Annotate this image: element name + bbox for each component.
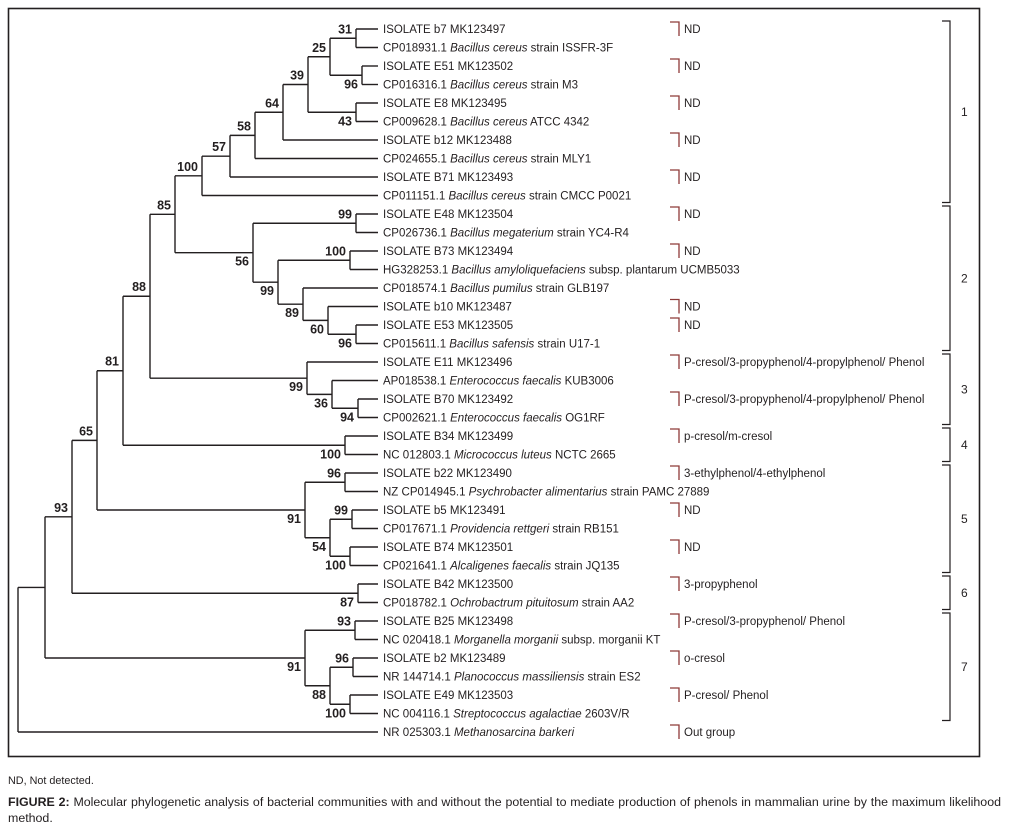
bootstrap-value: 89	[285, 306, 299, 321]
bootstrap-value: 100	[325, 558, 346, 573]
annotation-label: P-cresol/ Phenol	[684, 690, 769, 702]
group-bracket	[942, 613, 950, 721]
annotation-bracket-icon	[670, 244, 679, 258]
annotation-label: o-cresol	[684, 653, 725, 665]
leaf-label: CP009628.1 Bacillus cereus ATCC 4342	[383, 116, 590, 129]
annotation-bracket-icon	[670, 355, 679, 369]
group-bracket	[942, 576, 950, 610]
bootstrap-value: 100	[177, 159, 198, 174]
leaf-label: ISOLATE B71 MK123493	[383, 172, 514, 184]
annotation-label: ND	[684, 135, 701, 147]
annotation-label: ND	[684, 505, 701, 517]
annotation-bracket-icon	[670, 96, 679, 110]
bootstrap-value: 57	[212, 140, 226, 155]
leaf-label: ISOLATE E51 MK123502	[383, 61, 514, 73]
bootstrap-value: 100	[325, 244, 346, 259]
bootstrap-value: 88	[132, 280, 146, 295]
group-number: 6	[961, 585, 968, 600]
group-number: 4	[961, 437, 968, 452]
annotation-bracket-icon	[670, 392, 679, 406]
bootstrap-value: 31	[338, 22, 352, 37]
leaf-label: CP015611.1 Bacillus safensis strain U17-1	[383, 338, 601, 351]
annotation-bracket-icon	[670, 577, 679, 591]
annotation-label: 3-propyphenol	[684, 579, 758, 591]
group-bracket	[942, 206, 950, 351]
leaf-label: NZ CP014945.1 Psychrobacter alimentarius strain PAMC 27889	[383, 486, 710, 499]
bootstrap-value: 99	[338, 207, 352, 222]
leaf-label: CP017671.1 Providencia rettgeri strain RB151	[383, 523, 619, 536]
annotation-bracket-icon	[670, 725, 679, 739]
annotation-bracket-icon	[670, 207, 679, 221]
annotation-label: ND	[684, 320, 701, 332]
bootstrap-value: 87	[340, 595, 354, 610]
annotation-bracket-icon	[670, 614, 679, 628]
annotation-label: ND	[684, 24, 701, 36]
annotation-bracket-icon	[670, 170, 679, 184]
bootstrap-value: 43	[338, 114, 352, 129]
figure-caption-label: FIGURE 2:	[8, 795, 70, 809]
bootstrap-value: 100	[320, 447, 341, 462]
bootstrap-value: 36	[314, 396, 328, 411]
group-bracket	[942, 21, 950, 203]
bootstrap-value: 54	[312, 539, 326, 554]
bootstrap-value: 65	[79, 424, 93, 439]
bootstrap-value: 58	[237, 119, 251, 134]
annotation-label: ND	[684, 301, 701, 314]
leaf-label: ISOLATE b22 MK123490	[383, 468, 512, 480]
annotation-bracket-icon	[670, 429, 679, 443]
leaf-label: CP018782.1 Ochrobactrum pituitosum strain AA2	[383, 597, 635, 610]
leaf-label: CP021641.1 Alcaligenes faecalis strain JQ135	[383, 560, 620, 573]
leaf-label: CP011151.1 Bacillus cereus strain CMCC P0021	[383, 190, 632, 203]
annotation-bracket-icon	[670, 503, 679, 517]
annotation-label: ND	[684, 61, 701, 73]
leaf-label: CP002621.1 Enterococcus faecalis OG1RF	[383, 412, 605, 425]
leaf-label: CP026736.1 Bacillus megaterium strain YC4-R4	[383, 227, 629, 240]
bootstrap-value: 93	[54, 500, 68, 515]
annotation-bracket-icon	[670, 688, 679, 702]
annotation-bracket-icon	[670, 300, 679, 314]
annotation-bracket-icon	[670, 59, 679, 73]
bootstrap-value: 96	[327, 466, 341, 481]
bootstrap-value: 99	[260, 284, 274, 299]
leaf-label: NR 025303.1 Methanosarcina barkeri	[383, 727, 575, 739]
leaf-label: ISOLATE B70 MK123492	[383, 394, 514, 406]
leaf-label: HG328253.1 Bacillus amyloliquefaciens subsp. plantarum UCMB5033	[383, 264, 740, 277]
annotation-bracket-icon	[670, 22, 679, 36]
leaf-label: ISOLATE b7 MK123497	[383, 24, 506, 36]
leaf-label: CP018931.1 Bacillus cereus strain ISSFR-3F	[383, 42, 614, 55]
bootstrap-value: 85	[157, 198, 171, 213]
leaf-label: AP018538.1 Enterococcus faecalis KUB3006	[383, 375, 614, 388]
bootstrap-value: 100	[325, 706, 346, 721]
group-number: 2	[961, 271, 968, 286]
bootstrap-value: 96	[338, 336, 352, 351]
group-number: 1	[961, 104, 968, 119]
bootstrap-value: 96	[344, 77, 358, 92]
figure-footnote: ND, Not detected.	[8, 775, 94, 787]
leaf-label: ISOLATE B42 MK123500	[383, 579, 514, 591]
annotation-bracket-icon	[670, 651, 679, 665]
annotation-label: P-cresol/3-propyphenol/4-propylphenol/ Phenol	[684, 394, 925, 406]
leaf-label: NC 004116.1 Streptococcus agalactiae 2603V/R	[383, 708, 630, 721]
leaf-label: ISOLATE B74 MK123501	[383, 542, 514, 554]
leaf-label: ISOLATE b2 MK123489	[383, 653, 506, 665]
bootstrap-value: 94	[340, 410, 354, 425]
group-bracket	[942, 465, 950, 573]
bootstrap-value: 81	[105, 354, 119, 369]
bootstrap-value: 96	[335, 651, 349, 666]
leaf-label: NC 012803.1 Micrococcus luteus NCTC 2665	[383, 449, 616, 462]
leaf-label: ISOLATE b5 MK123491	[383, 505, 506, 517]
bootstrap-value: 64	[265, 96, 279, 111]
leaf-label: ISOLATE B73 MK123494	[383, 246, 514, 258]
leaf-label: ISOLATE E8 MK123495	[383, 98, 507, 110]
annotation-label: P-cresol/3-propyphenol/4-propylphenol/ Phenol	[684, 357, 925, 369]
bootstrap-value: 39	[290, 68, 304, 83]
bootstrap-value: 25	[312, 40, 326, 55]
group-number: 3	[961, 382, 968, 397]
group-number: 5	[961, 511, 968, 526]
annotation-label: p-cresol/m-cresol	[684, 431, 773, 443]
bootstrap-value: 60	[310, 322, 324, 337]
bootstrap-value: 88	[312, 687, 326, 702]
annotation-label: ND	[684, 542, 701, 554]
annotation-label: 3-ethylphenol/4-ethylphenol	[684, 468, 826, 480]
annotation-label: ND	[684, 246, 701, 258]
annotation-label: ND	[684, 172, 701, 184]
bootstrap-value: 99	[289, 380, 303, 395]
leaf-label: ISOLATE B34 MK123499	[383, 431, 514, 443]
annotation-bracket-icon	[670, 133, 679, 147]
bootstrap-value: 93	[337, 614, 351, 629]
annotation-bracket-icon	[670, 540, 679, 554]
annotation-bracket-icon	[670, 466, 679, 480]
leaf-label: ISOLATE B25 MK123498	[383, 616, 514, 628]
bootstrap-value: 91	[287, 660, 301, 674]
annotation-bracket-icon	[670, 318, 679, 332]
leaf-label: ISOLATE b12 MK123488	[383, 135, 512, 147]
leaf-label: NR 144714.1 Planococcus massiliensis strain ES2	[383, 671, 641, 684]
leaf-label: ISOLATE E49 MK123503	[383, 690, 514, 702]
annotation-label: Out group	[684, 727, 736, 739]
bootstrap-value: 56	[235, 254, 249, 269]
leaf-label: NC 020418.1 Morganella morganii subsp. morganii KT	[383, 634, 661, 647]
leaf-label: CP018574.1 Bacillus pumilus strain GLB197	[383, 283, 610, 295]
annotation-label: P-cresol/3-propyphenol/ Phenol	[684, 616, 846, 628]
leaf-label: CP024655.1 Bacillus cereus strain MLY1	[383, 153, 592, 166]
leaf-label: ISOLATE E53 MK123505	[383, 320, 514, 332]
bootstrap-value: 91	[287, 512, 301, 526]
bootstrap-value: 99	[334, 503, 348, 518]
leaf-label: ISOLATE b10 MK123487	[383, 301, 512, 314]
figure-caption-text: Molecular phylogenetic analysis of bacterial communities with and without the potential to mediate production of phenols in mammalian urine by the maximum likelihood method.	[8, 795, 1001, 826]
group-number: 7	[961, 659, 968, 674]
leaf-label: ISOLATE E48 MK123504	[383, 209, 514, 221]
leaf-label: CP016316.1 Bacillus cereus strain M3	[383, 79, 578, 92]
group-bracket	[942, 428, 950, 462]
group-bracket	[942, 354, 950, 425]
annotation-label: ND	[684, 98, 701, 110]
annotation-label: ND	[684, 209, 701, 221]
leaf-label: ISOLATE E11 MK123496	[383, 357, 513, 369]
